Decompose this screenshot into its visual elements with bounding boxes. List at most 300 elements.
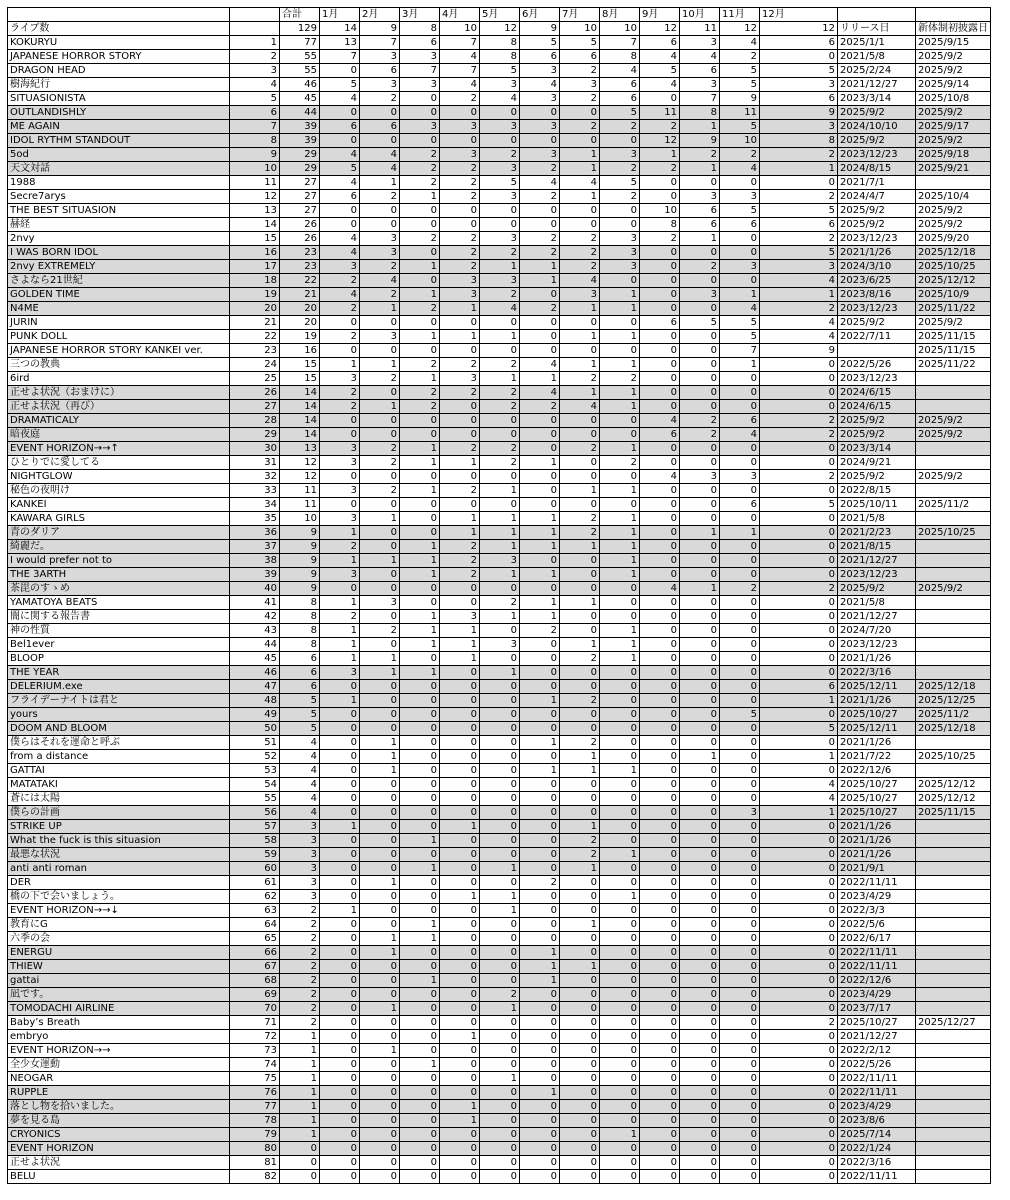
month-count-cell[interactable]: 0 [760, 862, 838, 876]
total-count-cell[interactable]: 6 [280, 652, 320, 666]
month-count-cell[interactable]: 0 [560, 1030, 600, 1044]
month-count-cell[interactable]: 0 [440, 344, 480, 358]
month-count-cell[interactable]: 0 [400, 904, 440, 918]
month-count-cell[interactable]: 0 [520, 1030, 560, 1044]
month-count-cell[interactable]: 0 [640, 624, 680, 638]
total-count-cell[interactable]: 4 [280, 764, 320, 778]
month-count-cell[interactable]: 0 [640, 1030, 680, 1044]
month-count-cell[interactable]: 1 [360, 302, 400, 316]
month-count-cell[interactable]: 0 [600, 862, 640, 876]
month-count-cell[interactable]: 0 [720, 610, 760, 624]
month-count-cell[interactable]: 3 [480, 554, 520, 568]
month-count-cell[interactable]: 0 [320, 64, 360, 78]
month-count-cell[interactable]: 4 [360, 162, 400, 176]
month-count-cell[interactable]: 0 [760, 834, 838, 848]
month-count-cell[interactable]: 1 [480, 904, 520, 918]
song-title-cell[interactable]: 正せよ状況（再び） [8, 400, 230, 414]
month-count-cell[interactable]: 0 [680, 176, 720, 190]
song-title-cell[interactable]: 最悪な状況 [8, 848, 230, 862]
month-count-cell[interactable]: 0 [760, 400, 838, 414]
release-date-cell[interactable]: 2021/1/26 [838, 694, 916, 708]
month-count-cell[interactable]: 0 [400, 414, 440, 428]
month-count-cell[interactable]: 2 [640, 162, 680, 176]
month-count-cell[interactable]: 0 [440, 960, 480, 974]
song-title-cell[interactable]: 樹海紀行 [8, 78, 230, 92]
month-count-cell[interactable]: 1 [480, 890, 520, 904]
month-count-cell[interactable]: 0 [360, 1114, 400, 1128]
month-count-cell[interactable]: 2 [440, 232, 480, 246]
debut-date-cell[interactable] [916, 834, 991, 848]
song-title-cell[interactable]: KANKEI [8, 498, 230, 512]
total-count-cell[interactable]: 1 [280, 1044, 320, 1058]
month-count-cell[interactable]: 2 [400, 176, 440, 190]
totals-month-12[interactable]: 12 [760, 22, 838, 36]
month-count-cell[interactable]: 0 [400, 344, 440, 358]
rank-cell[interactable]: 25 [230, 372, 280, 386]
song-title-cell[interactable]: OUTLANDISHLY [8, 106, 230, 120]
rank-cell[interactable]: 28 [230, 414, 280, 428]
month-count-cell[interactable]: 2 [680, 260, 720, 274]
month-count-cell[interactable]: 2 [360, 288, 400, 302]
month-count-cell[interactable]: 0 [360, 890, 400, 904]
month-count-cell[interactable]: 5 [320, 78, 360, 92]
song-title-cell[interactable]: 蒼には太陽 [8, 792, 230, 806]
total-count-cell[interactable]: 8 [280, 610, 320, 624]
month-count-cell[interactable]: 2 [400, 302, 440, 316]
month-count-cell[interactable]: 1 [440, 1030, 480, 1044]
debut-date-cell[interactable] [916, 666, 991, 680]
month-count-cell[interactable]: 2 [680, 414, 720, 428]
month-count-cell[interactable]: 6 [640, 428, 680, 442]
month-count-cell[interactable]: 6 [360, 64, 400, 78]
month-count-cell[interactable]: 0 [480, 134, 520, 148]
month-count-cell[interactable]: 6 [600, 78, 640, 92]
total-count-cell[interactable]: 14 [280, 414, 320, 428]
debut-date-cell[interactable]: 2025/9/2 [916, 106, 991, 120]
month-count-cell[interactable]: 0 [480, 1142, 520, 1156]
release-date-cell[interactable]: 2024/8/15 [838, 162, 916, 176]
month-count-cell[interactable]: 1 [360, 750, 400, 764]
month-count-cell[interactable]: 2 [400, 358, 440, 372]
month-count-cell[interactable]: 0 [720, 638, 760, 652]
total-count-cell[interactable]: 44 [280, 106, 320, 120]
debut-date-header[interactable]: 新体制初披露日 [916, 22, 991, 36]
month-count-cell[interactable]: 0 [680, 1072, 720, 1086]
month-count-cell[interactable]: 0 [720, 568, 760, 582]
month-count-cell[interactable]: 0 [600, 1002, 640, 1016]
song-title-cell[interactable]: from a distance [8, 750, 230, 764]
month-count-cell[interactable]: 1 [400, 540, 440, 554]
month-count-cell[interactable]: 2 [440, 190, 480, 204]
rank-cell[interactable]: 7 [230, 120, 280, 134]
month-count-cell[interactable]: 1 [440, 638, 480, 652]
month-count-cell[interactable]: 3 [720, 806, 760, 820]
month-count-cell[interactable]: 0 [440, 680, 480, 694]
release-date-cell[interactable]: 2025/12/11 [838, 722, 916, 736]
song-title-cell[interactable]: 夢を見る島 [8, 1114, 230, 1128]
total-count-cell[interactable]: 10 [280, 512, 320, 526]
month-count-cell[interactable]: 0 [600, 596, 640, 610]
month-count-cell[interactable]: 0 [480, 974, 520, 988]
month-count-cell[interactable]: 1 [480, 1072, 520, 1086]
rank-cell[interactable]: 43 [230, 624, 280, 638]
month-count-cell[interactable]: 1 [320, 820, 360, 834]
song-title-cell[interactable]: THE BEST SITUASION [8, 204, 230, 218]
month-count-cell[interactable]: 0 [480, 344, 520, 358]
month-count-cell[interactable]: 1 [560, 764, 600, 778]
month-count-cell[interactable]: 0 [720, 890, 760, 904]
month-count-cell[interactable]: 11 [720, 106, 760, 120]
month-count-cell[interactable]: 0 [320, 862, 360, 876]
month-count-cell[interactable]: 1 [320, 694, 360, 708]
release-date-cell[interactable]: 2025/1/1 [838, 36, 916, 50]
song-title-cell[interactable]: 赫経 [8, 218, 230, 232]
month-count-cell[interactable]: 2 [560, 442, 600, 456]
month-count-cell[interactable]: 2 [480, 400, 520, 414]
total-count-cell[interactable]: 2 [280, 932, 320, 946]
month-count-cell[interactable]: 0 [440, 750, 480, 764]
month-count-cell[interactable]: 2 [360, 190, 400, 204]
month-count-cell[interactable]: 0 [520, 470, 560, 484]
month-count-cell[interactable]: 1 [400, 260, 440, 274]
month-count-cell[interactable]: 0 [680, 568, 720, 582]
month-count-cell[interactable]: 1 [360, 176, 400, 190]
debut-date-cell[interactable] [916, 848, 991, 862]
total-count-cell[interactable]: 4 [280, 778, 320, 792]
debut-date-cell[interactable] [916, 1030, 991, 1044]
month-count-cell[interactable]: 0 [720, 456, 760, 470]
month-count-cell[interactable]: 0 [720, 176, 760, 190]
month-count-cell[interactable]: 0 [320, 988, 360, 1002]
rank-cell[interactable]: 11 [230, 176, 280, 190]
month-count-cell[interactable]: 1 [400, 190, 440, 204]
month-count-cell[interactable]: 0 [720, 512, 760, 526]
month-count-cell[interactable]: 1 [440, 624, 480, 638]
total-count-cell[interactable]: 11 [280, 484, 320, 498]
release-date-cell[interactable]: 2022/3/16 [838, 666, 916, 680]
month-count-cell[interactable]: 0 [680, 1044, 720, 1058]
month-count-cell[interactable]: 1 [360, 666, 400, 680]
month-count-cell[interactable]: 0 [600, 666, 640, 680]
month-count-cell[interactable]: 0 [760, 596, 838, 610]
month-count-cell[interactable]: 3 [320, 456, 360, 470]
month-count-cell[interactable]: 0 [520, 722, 560, 736]
song-title-cell[interactable]: DRAMATICALY [8, 414, 230, 428]
month-count-cell[interactable]: 0 [760, 372, 838, 386]
total-count-cell[interactable]: 23 [280, 246, 320, 260]
release-date-cell[interactable]: 2021/1/26 [838, 834, 916, 848]
month-count-cell[interactable]: 0 [720, 820, 760, 834]
header-month-9[interactable]: 9月 [640, 8, 680, 22]
month-count-cell[interactable]: 5 [720, 330, 760, 344]
release-date-cell[interactable]: 2025/9/2 [838, 316, 916, 330]
song-title-cell[interactable]: CRYONICS [8, 1128, 230, 1142]
month-count-cell[interactable]: 0 [600, 694, 640, 708]
month-count-cell[interactable]: 0 [520, 484, 560, 498]
month-count-cell[interactable]: 1 [560, 862, 600, 876]
month-count-cell[interactable]: 0 [640, 610, 680, 624]
month-count-cell[interactable]: 1 [360, 554, 400, 568]
release-date-cell[interactable]: 2022/5/26 [838, 358, 916, 372]
release-date-cell[interactable]: 2023/12/23 [838, 568, 916, 582]
month-count-cell[interactable]: 1 [520, 596, 560, 610]
header-month-5[interactable]: 5月 [480, 8, 520, 22]
month-count-cell[interactable]: 1 [400, 974, 440, 988]
month-count-cell[interactable]: 0 [680, 722, 720, 736]
debut-date-cell[interactable]: 2025/9/2 [916, 470, 991, 484]
debut-date-cell[interactable]: 2025/11/15 [916, 330, 991, 344]
month-count-cell[interactable]: 1 [600, 568, 640, 582]
month-count-cell[interactable]: 0 [440, 848, 480, 862]
month-count-cell[interactable]: 0 [360, 960, 400, 974]
month-count-cell[interactable]: 1 [720, 526, 760, 540]
month-count-cell[interactable]: 1 [760, 288, 838, 302]
month-count-cell[interactable]: 4 [640, 582, 680, 596]
month-count-cell[interactable]: 0 [400, 1114, 440, 1128]
month-count-cell[interactable]: 0 [360, 1058, 400, 1072]
month-count-cell[interactable]: 0 [400, 680, 440, 694]
month-count-cell[interactable]: 3 [440, 120, 480, 134]
rank-cell[interactable]: 24 [230, 358, 280, 372]
month-count-cell[interactable]: 1 [360, 764, 400, 778]
month-count-cell[interactable]: 0 [320, 736, 360, 750]
rank-cell[interactable]: 31 [230, 456, 280, 470]
month-count-cell[interactable]: 1 [560, 750, 600, 764]
month-count-cell[interactable]: 0 [440, 918, 480, 932]
month-count-cell[interactable]: 0 [360, 428, 400, 442]
month-count-cell[interactable]: 0 [640, 442, 680, 456]
month-count-cell[interactable]: 0 [440, 1086, 480, 1100]
release-date-cell[interactable]: 2021/1/26 [838, 246, 916, 260]
month-count-cell[interactable]: 0 [320, 1114, 360, 1128]
month-count-cell[interactable]: 0 [600, 1142, 640, 1156]
month-count-cell[interactable]: 0 [520, 1072, 560, 1086]
month-count-cell[interactable]: 0 [480, 428, 520, 442]
release-date-cell[interactable]: 2021/12/27 [838, 610, 916, 624]
month-count-cell[interactable]: 1 [600, 554, 640, 568]
month-count-cell[interactable]: 0 [440, 1044, 480, 1058]
total-count-cell[interactable]: 5 [280, 694, 320, 708]
month-count-cell[interactable]: 0 [400, 708, 440, 722]
month-count-cell[interactable]: 3 [400, 78, 440, 92]
month-count-cell[interactable]: 0 [720, 1016, 760, 1030]
release-date-cell[interactable]: 2023/6/25 [838, 274, 916, 288]
month-count-cell[interactable]: 0 [720, 960, 760, 974]
month-count-cell[interactable]: 0 [480, 848, 520, 862]
month-count-cell[interactable]: 0 [480, 106, 520, 120]
month-count-cell[interactable]: 3 [320, 442, 360, 456]
month-count-cell[interactable]: 0 [320, 946, 360, 960]
month-count-cell[interactable]: 4 [320, 92, 360, 106]
month-count-cell[interactable]: 0 [320, 1170, 360, 1184]
month-count-cell[interactable]: 1 [440, 302, 480, 316]
release-date-cell[interactable]: 2021/7/1 [838, 176, 916, 190]
month-count-cell[interactable]: 0 [680, 512, 720, 526]
month-count-cell[interactable]: 0 [520, 750, 560, 764]
rank-cell[interactable]: 4 [230, 78, 280, 92]
month-count-cell[interactable]: 0 [640, 596, 680, 610]
month-count-cell[interactable]: 2 [320, 610, 360, 624]
month-count-cell[interactable]: 4 [640, 470, 680, 484]
month-count-cell[interactable]: 5 [560, 36, 600, 50]
total-count-cell[interactable]: 14 [280, 386, 320, 400]
month-count-cell[interactable]: 0 [680, 540, 720, 554]
release-date-cell[interactable]: 2021/12/27 [838, 78, 916, 92]
month-count-cell[interactable]: 0 [640, 848, 680, 862]
month-count-cell[interactable]: 2 [440, 92, 480, 106]
song-title-cell[interactable]: EVENT HORIZON→→ [8, 1044, 230, 1058]
month-count-cell[interactable]: 0 [320, 778, 360, 792]
month-count-cell[interactable]: 6 [720, 498, 760, 512]
month-count-cell[interactable]: 0 [360, 470, 400, 484]
month-count-cell[interactable]: 0 [720, 596, 760, 610]
song-title-cell[interactable]: TOMODACHI AIRLINE [8, 1002, 230, 1016]
month-count-cell[interactable]: 0 [640, 890, 680, 904]
total-count-cell[interactable]: 46 [280, 78, 320, 92]
month-count-cell[interactable]: 0 [600, 806, 640, 820]
month-count-cell[interactable]: 0 [480, 1030, 520, 1044]
header-month-4[interactable]: 4月 [440, 8, 480, 22]
month-count-cell[interactable]: 0 [680, 778, 720, 792]
release-date-cell[interactable]: 2022/11/11 [838, 946, 916, 960]
month-count-cell[interactable]: 3 [360, 78, 400, 92]
release-date-cell[interactable]: 2023/4/29 [838, 1100, 916, 1114]
month-count-cell[interactable]: 3 [600, 246, 640, 260]
month-count-cell[interactable]: 2 [560, 834, 600, 848]
debut-date-cell[interactable]: 2025/11/22 [916, 302, 991, 316]
debut-date-cell[interactable] [916, 400, 991, 414]
month-count-cell[interactable]: 0 [600, 1170, 640, 1184]
month-count-cell[interactable]: 0 [600, 834, 640, 848]
month-count-cell[interactable]: 0 [640, 932, 680, 946]
month-count-cell[interactable]: 0 [360, 414, 400, 428]
month-count-cell[interactable]: 1 [560, 148, 600, 162]
header-month-10[interactable]: 10月 [680, 8, 720, 22]
total-count-cell[interactable]: 3 [280, 848, 320, 862]
rank-cell[interactable]: 42 [230, 610, 280, 624]
song-title-cell[interactable]: DOOM AND BLOOM [8, 722, 230, 736]
release-date-cell[interactable]: 2025/9/2 [838, 428, 916, 442]
month-count-cell[interactable]: 0 [560, 988, 600, 1002]
month-count-cell[interactable]: 1 [600, 638, 640, 652]
totals-month-6[interactable]: 9 [520, 22, 560, 36]
month-count-cell[interactable]: 7 [440, 64, 480, 78]
month-count-cell[interactable]: 2 [440, 540, 480, 554]
rank-cell[interactable]: 65 [230, 932, 280, 946]
month-count-cell[interactable]: 0 [320, 764, 360, 778]
month-count-cell[interactable]: 0 [440, 134, 480, 148]
debut-date-cell[interactable] [916, 540, 991, 554]
month-count-cell[interactable]: 0 [440, 932, 480, 946]
month-count-cell[interactable]: 1 [720, 288, 760, 302]
month-count-cell[interactable]: 0 [560, 1058, 600, 1072]
total-count-cell[interactable]: 9 [280, 568, 320, 582]
month-count-cell[interactable]: 0 [680, 344, 720, 358]
rank-cell[interactable]: 53 [230, 764, 280, 778]
month-count-cell[interactable]: 0 [400, 946, 440, 960]
rank-cell[interactable]: 72 [230, 1030, 280, 1044]
month-count-cell[interactable]: 0 [600, 1086, 640, 1100]
month-count-cell[interactable]: 0 [680, 386, 720, 400]
month-count-cell[interactable]: 0 [720, 274, 760, 288]
debut-date-cell[interactable] [916, 960, 991, 974]
month-count-cell[interactable]: 0 [440, 946, 480, 960]
release-date-cell[interactable]: 2025/10/27 [838, 778, 916, 792]
month-count-cell[interactable]: 0 [520, 932, 560, 946]
month-count-cell[interactable]: 2 [520, 232, 560, 246]
month-count-cell[interactable]: 0 [680, 554, 720, 568]
month-count-cell[interactable]: 4 [560, 176, 600, 190]
month-count-cell[interactable]: 0 [600, 1016, 640, 1030]
month-count-cell[interactable]: 4 [520, 386, 560, 400]
month-count-cell[interactable]: 0 [720, 904, 760, 918]
month-count-cell[interactable]: 0 [360, 988, 400, 1002]
month-count-cell[interactable]: 1 [560, 358, 600, 372]
month-count-cell[interactable]: 0 [360, 1128, 400, 1142]
month-count-cell[interactable]: 2 [600, 190, 640, 204]
month-count-cell[interactable]: 1 [360, 1002, 400, 1016]
song-title-cell[interactable]: 綺麗だ。 [8, 540, 230, 554]
month-count-cell[interactable]: 0 [560, 792, 600, 806]
total-count-cell[interactable]: 29 [280, 162, 320, 176]
song-title-cell[interactable]: 茶毘のすゝめ [8, 582, 230, 596]
month-count-cell[interactable]: 1 [480, 260, 520, 274]
total-count-cell[interactable]: 3 [280, 890, 320, 904]
month-count-cell[interactable]: 1 [560, 162, 600, 176]
total-count-cell[interactable]: 6 [280, 666, 320, 680]
release-date-cell[interactable]: 2023/4/29 [838, 988, 916, 1002]
rank-cell[interactable]: 20 [230, 302, 280, 316]
debut-date-cell[interactable] [916, 1170, 991, 1184]
month-count-cell[interactable]: 2 [360, 624, 400, 638]
month-count-cell[interactable]: 0 [760, 904, 838, 918]
month-count-cell[interactable]: 4 [720, 428, 760, 442]
song-title-cell[interactable]: 神の性質 [8, 624, 230, 638]
month-count-cell[interactable]: 0 [480, 1170, 520, 1184]
month-count-cell[interactable]: 0 [440, 1170, 480, 1184]
month-count-cell[interactable]: 3 [600, 260, 640, 274]
month-count-cell[interactable]: 0 [440, 736, 480, 750]
month-count-cell[interactable]: 0 [440, 400, 480, 414]
month-count-cell[interactable]: 4 [560, 400, 600, 414]
release-date-cell[interactable]: 2023/12/23 [838, 302, 916, 316]
month-count-cell[interactable]: 3 [440, 372, 480, 386]
month-count-cell[interactable]: 0 [440, 582, 480, 596]
rank-cell[interactable]: 69 [230, 988, 280, 1002]
month-count-cell[interactable]: 0 [360, 722, 400, 736]
month-count-cell[interactable]: 3 [320, 260, 360, 274]
month-count-cell[interactable]: 2 [440, 246, 480, 260]
month-count-cell[interactable]: 0 [680, 1058, 720, 1072]
song-title-cell[interactable]: N4ME [8, 302, 230, 316]
month-count-cell[interactable]: 4 [600, 64, 640, 78]
month-count-cell[interactable]: 2 [560, 694, 600, 708]
month-count-cell[interactable]: 0 [440, 708, 480, 722]
month-count-cell[interactable]: 2 [320, 540, 360, 554]
month-count-cell[interactable]: 3 [760, 260, 838, 274]
total-count-cell[interactable]: 3 [280, 862, 320, 876]
month-count-cell[interactable]: 0 [640, 92, 680, 106]
month-count-cell[interactable]: 3 [360, 596, 400, 610]
month-count-cell[interactable]: 2 [760, 232, 838, 246]
month-count-cell[interactable]: 1 [520, 1086, 560, 1100]
month-count-cell[interactable]: 1 [760, 694, 838, 708]
debut-date-cell[interactable] [916, 554, 991, 568]
month-count-cell[interactable]: 1 [720, 358, 760, 372]
month-count-cell[interactable]: 13 [320, 36, 360, 50]
month-count-cell[interactable]: 1 [680, 232, 720, 246]
month-count-cell[interactable]: 2 [360, 260, 400, 274]
